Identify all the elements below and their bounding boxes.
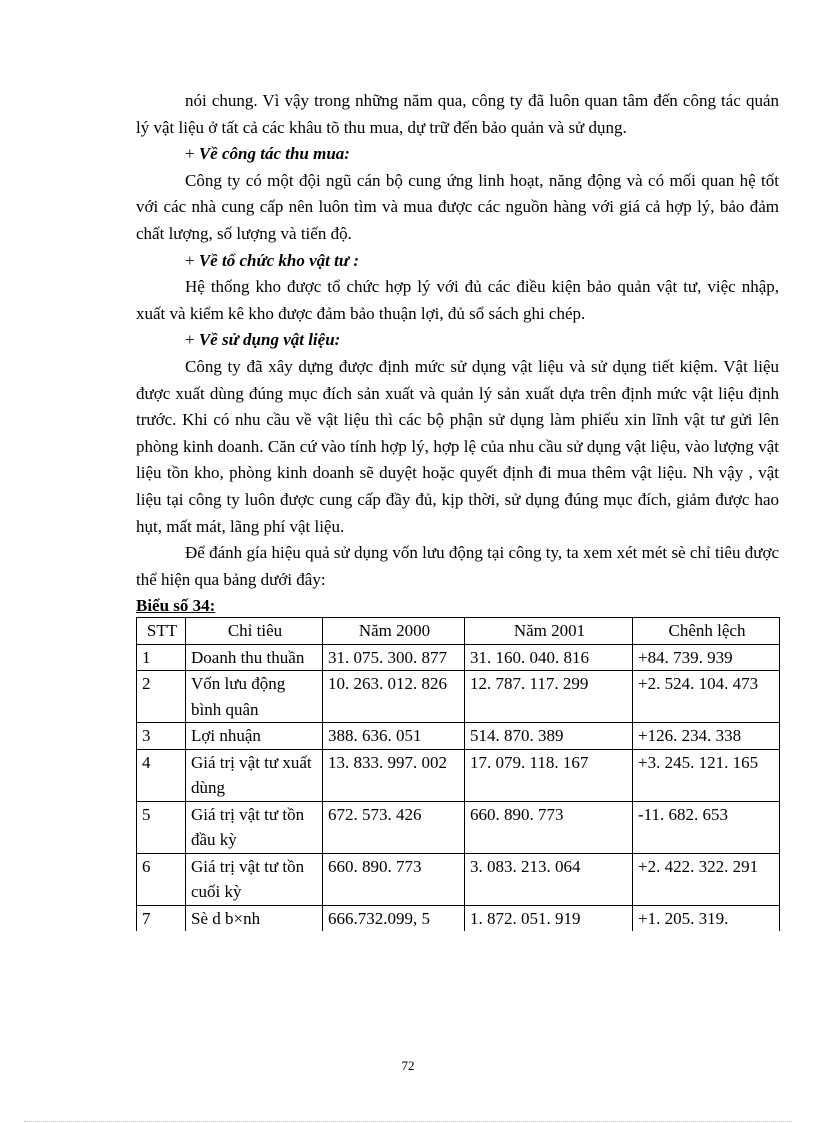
table-row bbox=[137, 801, 780, 853]
cell-year-2001: 3. 083. 213. 064 bbox=[465, 853, 633, 905]
cell-indicator: Giá trị vật tư tồn cuối kỳ bbox=[186, 853, 323, 905]
cell-year-2000: 31. 075. 300. 877 bbox=[323, 644, 465, 671]
paragraph-4: Công ty đã xây dựng được định mức sử dụng vật liệu và sử dụng tiết kiệm. Vật liệu được xuất dùng đúng mục đích sản xuất và quản lý sản xuất dựa trên định mức vật liệu định trước. Khi có nhu cầu về vật liệu thì các bộ phận sử dụng làm phiếu xin lĩnh vật tư gửi lên phòng kinh doanh. Căn cứ vào tính hợp lý, hợp lệ của nhu cầu sử dụng vật liệu, vào lượng vật liệu tồn kho, phòng kinh doanh sẽ duyệt hoặc quyết định đi mua thêm vật liệu. Nh vậy , vật liệu tại công ty luôn được cung cấp đầy đủ, kịp thời, sử dụng đúng mục đích, giảm được hao hụt, mất mát, lãng phí vật liệu. bbox=[136, 356, 779, 536]
cell-year-2000: 388. 636. 051 bbox=[323, 723, 465, 750]
paragraph-5: Để đánh gía hiệu quả sử dụng vốn lưu động tại công ty, ta xem xét mét sè chỉ tiêu được thể hiện qua bảng dưới đây: bbox=[136, 543, 779, 589]
cell-difference: +1. 205. 319. bbox=[633, 905, 780, 931]
indicators-table bbox=[136, 617, 780, 931]
cell-difference: -11. 682. 653 bbox=[633, 801, 780, 853]
cell-year-2000: 672. 573. 426 bbox=[323, 801, 465, 853]
heading-purchasing: + Về công tác thu mua: bbox=[185, 144, 350, 164]
cell-stt: 3 bbox=[137, 723, 186, 750]
heading-material-usage: + Về sử dụng vật liệu: bbox=[185, 330, 341, 350]
paragraph-2: Công ty có một đội ngũ cán bộ cung ứng linh hoạt, năng động và có mối quan hệ tốt với các nhà cung cấp nên luôn tìm và mua được các nguồn hàng với giá cả hợp lý, bảo đảm chất lượng, số lượng và tiến độ. bbox=[136, 170, 779, 243]
cell-indicator: Sè d b×nh bbox=[186, 905, 323, 931]
cell-stt: 4 bbox=[137, 749, 186, 801]
table-caption: Biểu số 34: bbox=[136, 596, 216, 616]
cell-indicator: Giá trị vật tư tồn đầu kỳ bbox=[186, 801, 323, 853]
cell-difference: +2. 524. 104. 473 bbox=[633, 671, 780, 723]
cell-indicator: Giá trị vật tư xuất dùng bbox=[186, 749, 323, 801]
cell-stt: 7 bbox=[137, 905, 186, 931]
table-row bbox=[137, 749, 780, 801]
paragraph-3: Hệ thống kho được tổ chức hợp lý với đủ các điều kiện bảo quản vật tư, việc nhập, xuất và kiểm kê kho được đảm bảo thuận lợi, đủ sổ sách ghi chép. bbox=[136, 277, 779, 323]
cell-year-2001: 514. 870. 389 bbox=[465, 723, 633, 750]
cell-year-2000: 666.732.099, 5 bbox=[323, 905, 465, 931]
cell-year-2000: 660. 890. 773 bbox=[323, 853, 465, 905]
cell-difference: +3. 245. 121. 165 bbox=[633, 749, 780, 801]
cell-stt: 1 bbox=[137, 644, 186, 671]
table-row bbox=[137, 905, 780, 931]
page-number: 72 bbox=[401, 1058, 415, 1073]
header-year-2001: Năm 2001 bbox=[465, 618, 633, 645]
cell-year-2001: 12. 787. 117. 299 bbox=[465, 671, 633, 723]
cell-difference: +126. 234. 338 bbox=[633, 723, 780, 750]
page-content bbox=[136, 88, 779, 931]
cell-stt: 6 bbox=[137, 853, 186, 905]
cell-year-2001: 660. 890. 773 bbox=[465, 801, 633, 853]
table-row bbox=[137, 723, 780, 750]
table-row bbox=[137, 853, 780, 905]
cell-indicator: Doanh thu thuần bbox=[186, 644, 323, 671]
cell-indicator: Lợi nhuận bbox=[186, 723, 323, 750]
table-header-row bbox=[137, 618, 780, 645]
table-row bbox=[137, 671, 780, 723]
cell-year-2001: 31. 160. 040. 816 bbox=[465, 644, 633, 671]
cell-stt: 5 bbox=[137, 801, 186, 853]
paragraph-1: nói chung. Vì vậy trong những năm qua, công ty đã luôn quan tâm đến công tác quản lý vật liệu ở tất cả các khâu tõ thu mua, dự trữ đến bảo quản và sử dụng. bbox=[136, 91, 779, 137]
cell-indicator: Vốn lưu động bình quân bbox=[186, 671, 323, 723]
table-row bbox=[137, 644, 780, 671]
cell-difference: +2. 422. 322. 291 bbox=[633, 853, 780, 905]
cell-year-2000: 13. 833. 997. 002 bbox=[323, 749, 465, 801]
cell-year-2000: 10. 263. 012. 826 bbox=[323, 671, 465, 723]
header-difference: Chênh lệch bbox=[633, 618, 780, 645]
page-bottom-divider bbox=[24, 1121, 792, 1122]
header-year-2000: Năm 2000 bbox=[323, 618, 465, 645]
header-indicator: Chỉ tiêu bbox=[186, 618, 323, 645]
cell-difference: +84. 739. 939 bbox=[633, 644, 780, 671]
cell-year-2001: 17. 079. 118. 167 bbox=[465, 749, 633, 801]
cell-stt: 2 bbox=[137, 671, 186, 723]
cell-year-2001: 1. 872. 051. 919 bbox=[465, 905, 633, 931]
heading-warehouse: + Về tổ chức kho vật tư : bbox=[185, 250, 359, 270]
header-stt: STT bbox=[137, 618, 186, 645]
